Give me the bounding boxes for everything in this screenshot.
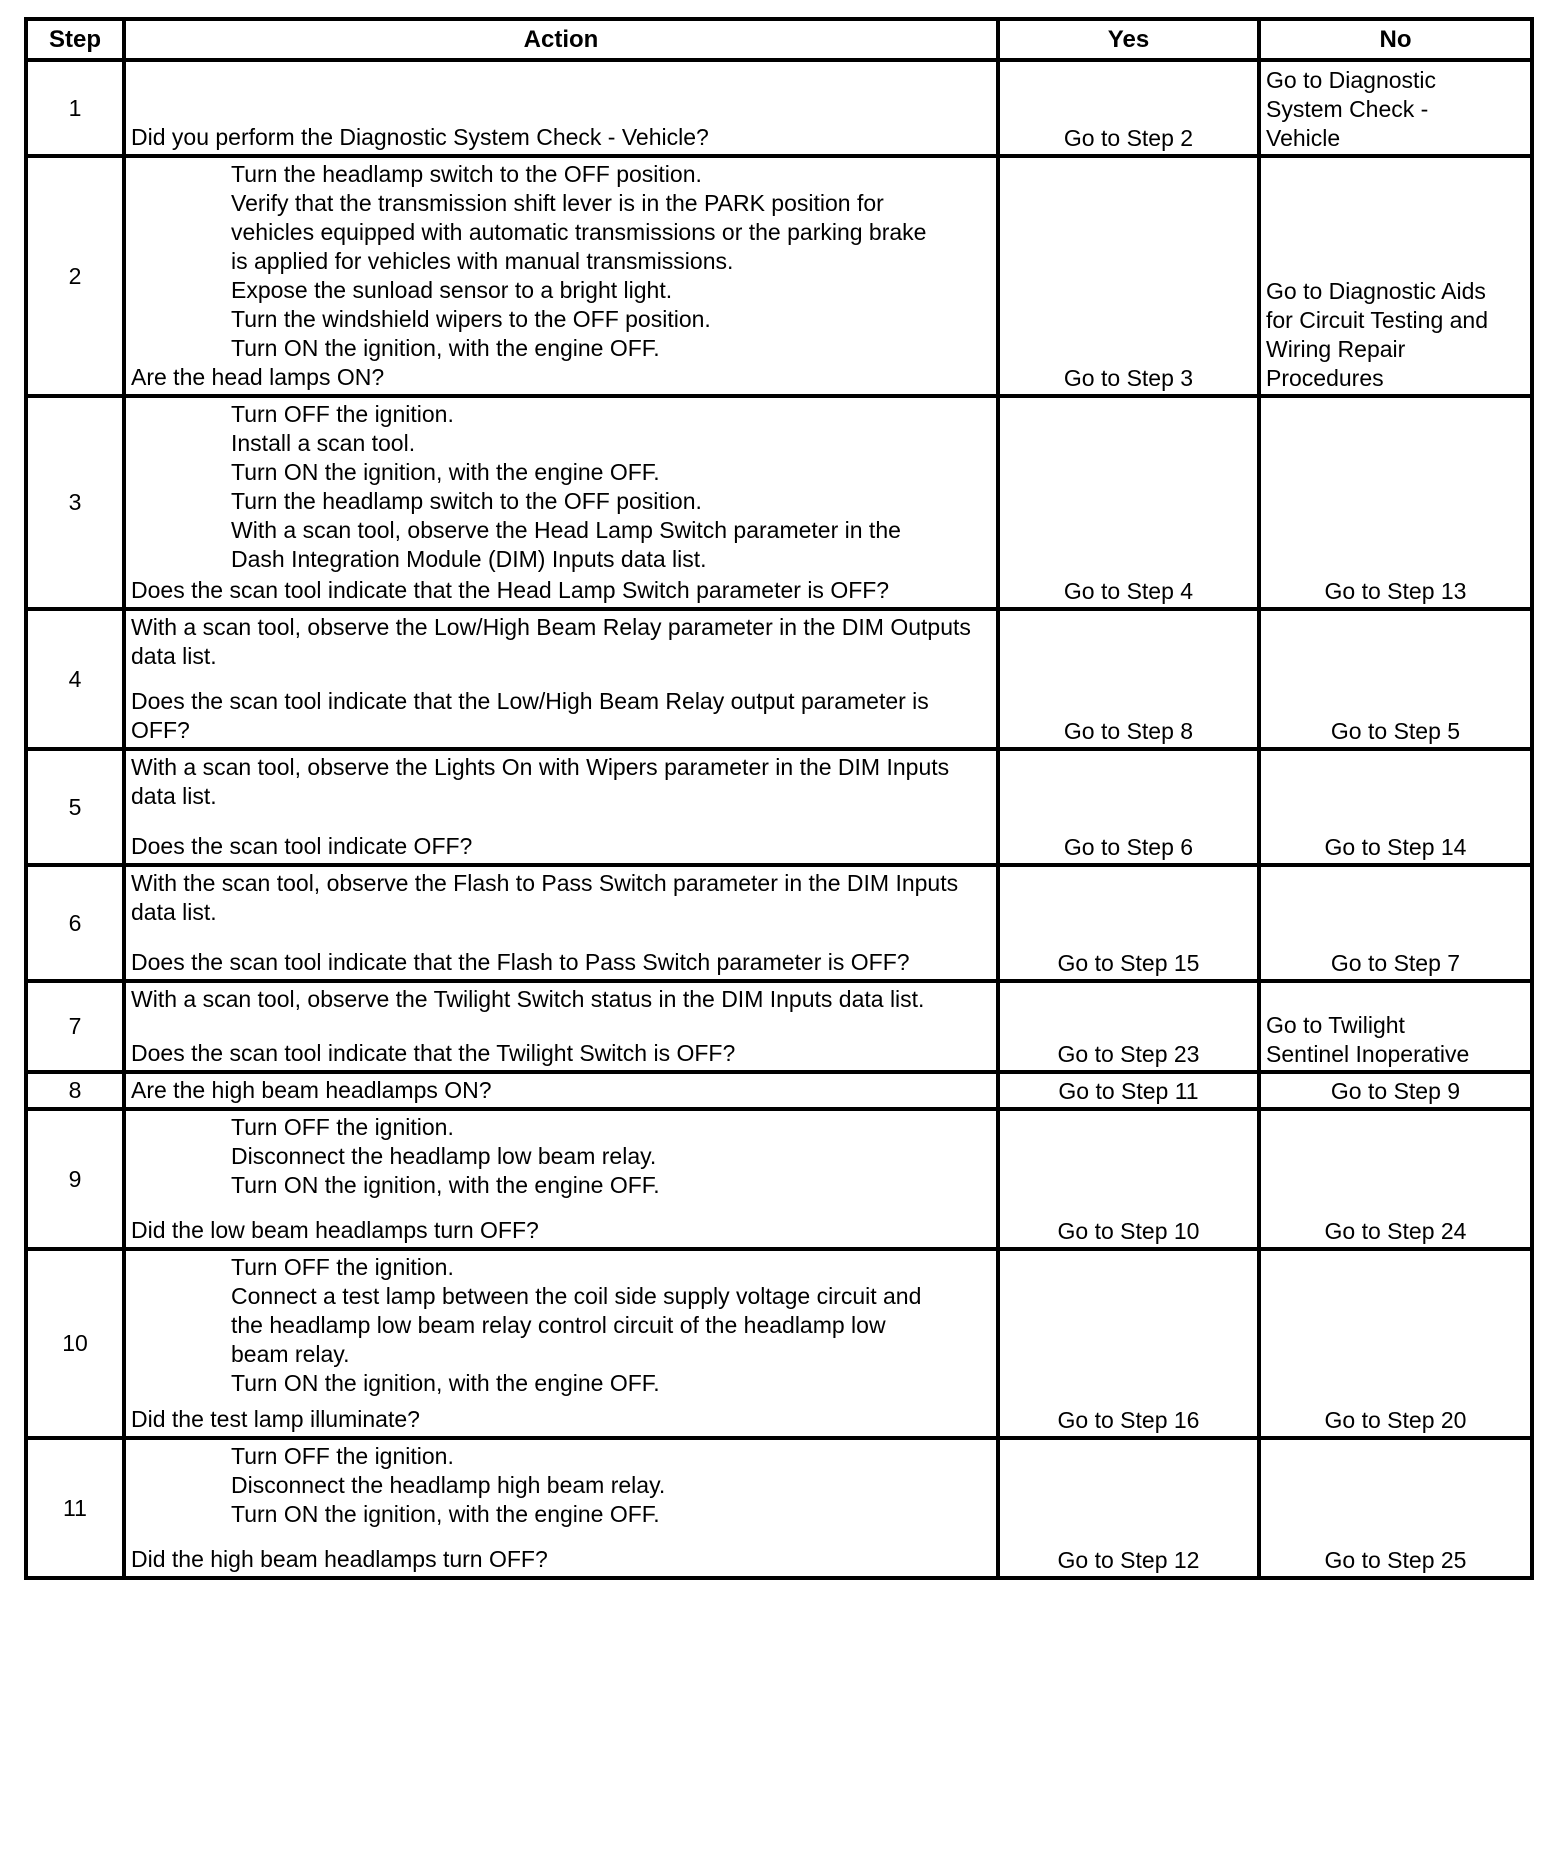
header-action: Action [124,19,998,60]
step-number: 4 [26,609,124,749]
yes-cell: Go to Step 2 [998,60,1259,156]
step-number: 7 [26,981,124,1072]
table-row [26,1249,1532,1438]
action-cell [124,1249,998,1438]
action-substep: Disconnect the headlamp low beam relay. [231,1143,657,1169]
step-number: 3 [26,396,124,609]
action-substep: beam relay. [231,1341,350,1367]
no-cell [1259,609,1532,749]
action-instructions [131,1113,992,1200]
action-substep: Turn ON the ignition, with the engine OFF. [231,1172,660,1198]
table-row [26,1072,1532,1109]
action-cell [124,749,998,865]
action-intro: With the scan tool, observe the Flash to Pass Switch parameter in the DIM Inputs data list. [131,870,959,925]
no-cell-line: Go to Diagnostic Aids [1266,278,1486,304]
no-cell-line: System Check - [1266,96,1429,122]
no-cell [1259,1249,1532,1438]
action-instructions [131,613,992,671]
action-substep: Turn ON the ignition, with the engine OFF. [231,1501,660,1527]
action-cell [124,1072,998,1109]
table-row [26,865,1532,981]
no-cell [1259,156,1532,396]
step-number: 8 [26,1072,124,1109]
action-substep: Turn the headlamp switch to the OFF position. [231,161,702,187]
step-number: 1 [26,60,124,156]
action-substep: Turn the headlamp switch to the OFF position. [231,488,702,514]
header-no: No [1259,19,1532,60]
yes-cell: Go to Step 23 [998,981,1259,1072]
action-substep: Turn ON the ignition, with the engine OFF. [231,459,660,485]
no-cell-line: Go to Step 25 [1324,1547,1467,1573]
step-number: 6 [26,865,124,981]
action-cell [124,609,998,749]
action-content [131,64,992,152]
table-row [26,609,1532,749]
header-yes: Yes [998,19,1259,60]
table-row [26,156,1532,396]
action-content [131,1253,992,1434]
action-substep: Turn OFF the ignition. [231,1114,454,1140]
no-cell [1259,1109,1532,1249]
action-substep: Turn ON the ignition, with the engine OFF. [231,335,660,361]
step-number: 10 [26,1249,124,1438]
header-row [26,19,1532,60]
step-number: 11 [26,1438,124,1578]
no-cell-line: Go to Step 24 [1324,1218,1467,1244]
action-content [131,985,992,1068]
action-cell [124,156,998,396]
no-cell-line: Go to Step 5 [1330,718,1461,744]
no-cell [1259,60,1532,156]
yes-cell: Go to Step 10 [998,1109,1259,1249]
action-question: Does the scan tool indicate that the Flash to Pass Switch parameter is OFF? [131,949,910,975]
action-cell [124,1109,998,1249]
action-cell [124,396,998,609]
action-cell [124,981,998,1072]
action-substep: Install a scan tool. [231,430,416,456]
step-number: 5 [26,749,124,865]
yes-cell: Go to Step 3 [998,156,1259,396]
diagnostic-table [24,17,1534,1580]
no-cell [1259,1072,1532,1109]
action-substep: With a scan tool, observe the Head Lamp Switch parameter in the [231,517,901,543]
yes-cell: Go to Step 8 [998,609,1259,749]
yes-cell: Go to Step 6 [998,749,1259,865]
action-content [131,1442,992,1574]
table-row [26,396,1532,609]
action-content [131,869,992,977]
no-cell-line: Go to Diagnostic [1266,67,1437,93]
action-instructions [131,400,992,574]
table-row [26,1438,1532,1578]
table-row [26,1109,1532,1249]
no-cell-line: for Circuit Testing and [1266,307,1489,333]
no-cell-line: Vehicle [1266,125,1341,151]
action-content [131,753,992,861]
no-cell-line: Go to Step 14 [1324,834,1467,860]
table-body [26,60,1532,1578]
action-substep: is applied for vehicles with manual transmissions. [231,248,734,274]
yes-cell: Go to Step 11 [998,1072,1259,1109]
no-cell-line: Go to Step 20 [1324,1407,1467,1433]
action-question: Does the scan tool indicate that the Twilight Switch is OFF? [131,1040,736,1066]
action-substep: Turn OFF the ignition. [231,1443,454,1469]
action-question: Did the high beam headlamps turn OFF? [131,1546,548,1572]
no-cell [1259,981,1532,1072]
action-substep: vehicles equipped with automatic transmissions or the parking brake [231,219,927,245]
action-question: Does the scan tool indicate OFF? [131,833,473,859]
action-substep: Disconnect the headlamp high beam relay. [231,1472,666,1498]
no-cell-line: Sentinel Inoperative [1266,1041,1470,1067]
action-content [131,400,992,605]
yes-cell: Go to Step 12 [998,1438,1259,1578]
no-cell [1259,1438,1532,1578]
action-content [131,613,992,745]
action-question: Did you perform the Diagnostic System Check - Vehicle? [131,124,709,150]
no-cell-line: Procedures [1266,365,1384,391]
action-substep: Connect a test lamp between the coil side supply voltage circuit and [231,1283,922,1309]
action-instructions [131,160,992,363]
no-cell-line: Go to Step 7 [1330,950,1461,976]
action-instructions [131,1442,992,1529]
action-content [131,160,992,392]
action-instructions [131,1253,992,1398]
action-substep: Turn the windshield wipers to the OFF position. [231,306,711,332]
action-cell [124,1438,998,1578]
no-cell-line: Go to Step 13 [1324,578,1467,604]
action-question: Did the low beam headlamps turn OFF? [131,1217,539,1243]
no-cell [1259,865,1532,981]
step-number: 9 [26,1109,124,1249]
action-substep: Dash Integration Module (DIM) Inputs data list. [231,546,707,572]
action-question: Did the test lamp illuminate? [131,1406,420,1432]
action-content [131,1113,992,1245]
no-cell [1259,396,1532,609]
action-question: Are the head lamps ON? [131,364,385,390]
action-substep: Turn ON the ignition, with the engine OFF. [231,1370,660,1396]
action-intro: With a scan tool, observe the Lights On with Wipers parameter in the DIM Inputs data list. [131,754,950,809]
no-cell [1259,749,1532,865]
header-step: Step [26,19,124,60]
action-substep: the headlamp low beam relay control circuit of the headlamp low [231,1312,886,1338]
no-cell-line: Wiring Repair [1266,336,1406,362]
action-intro: With a scan tool, observe the Twilight Switch status in the DIM Inputs data list. [131,986,925,1012]
action-content [131,1076,992,1105]
yes-cell: Go to Step 15 [998,865,1259,981]
action-substep: Expose the sunload sensor to a bright light. [231,277,673,303]
step-number: 2 [26,156,124,396]
table-row [26,981,1532,1072]
table-row [26,749,1532,865]
action-cell [124,865,998,981]
action-instructions [131,869,992,927]
table-row [26,60,1532,156]
no-cell-line: Go to Step 9 [1330,1078,1461,1104]
action-substep: Turn OFF the ignition. [231,401,454,427]
action-instructions [131,985,992,1014]
yes-cell: Go to Step 16 [998,1249,1259,1438]
action-question: Are the high beam headlamps ON? [131,1077,492,1103]
action-question: Does the scan tool indicate that the Low/High Beam Relay output parameter is OFF? [131,688,929,743]
no-cell-line: Go to Twilight [1266,1012,1405,1038]
action-substep: Turn OFF the ignition. [231,1254,454,1280]
action-question: Does the scan tool indicate that the Head Lamp Switch parameter is OFF? [131,577,890,603]
action-substep: Verify that the transmission shift lever is in the PARK position for [231,190,884,216]
action-intro: With a scan tool, observe the Low/High Beam Relay parameter in the DIM Outputs data list. [131,614,971,669]
action-cell [124,60,998,156]
yes-cell: Go to Step 4 [998,396,1259,609]
action-instructions [131,753,992,811]
